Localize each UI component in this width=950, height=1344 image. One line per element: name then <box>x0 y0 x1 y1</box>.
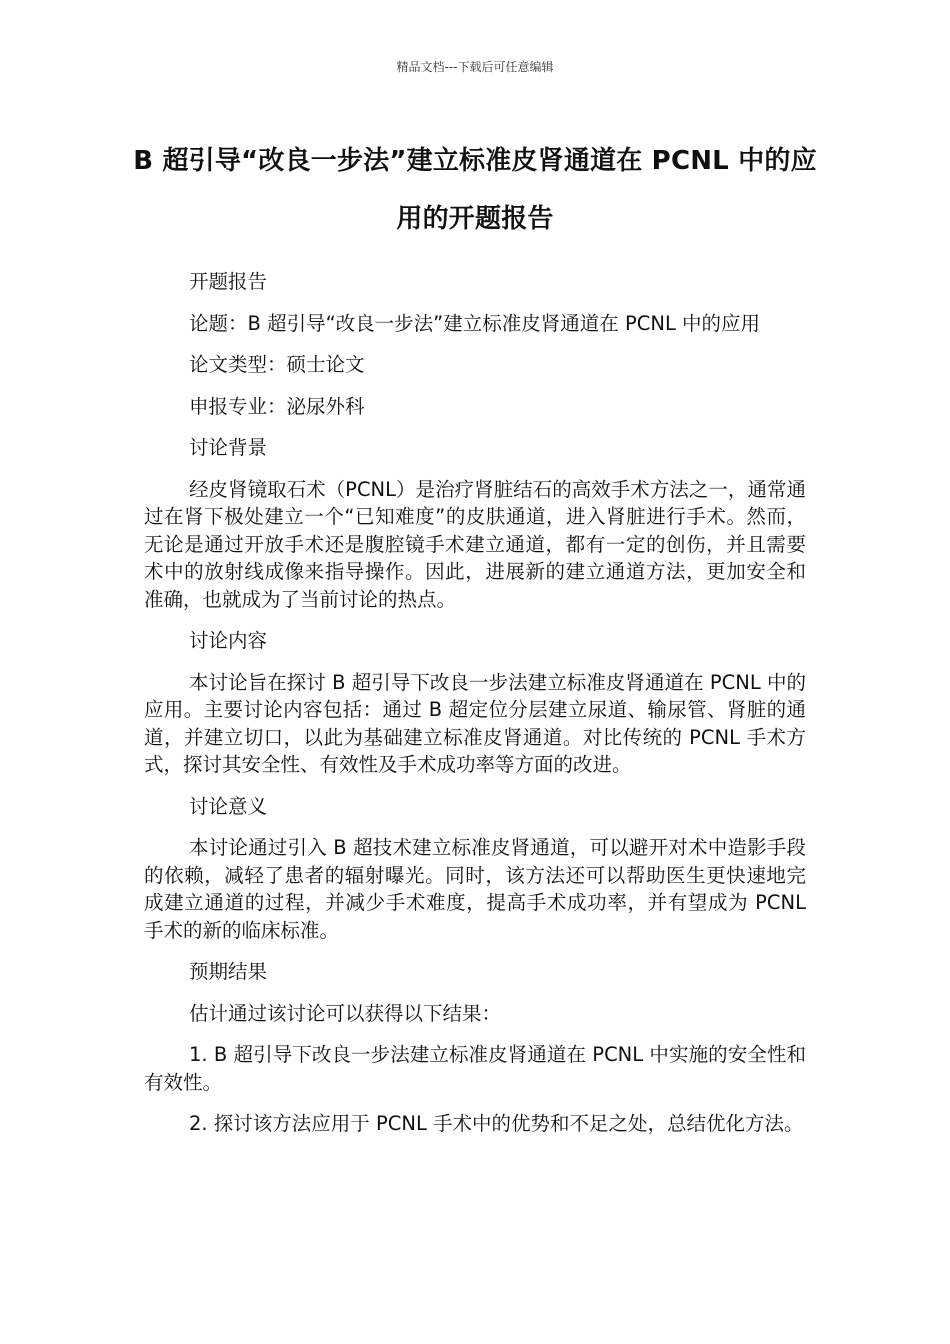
thesis-type-line: 论文类型：硕士论文 <box>189 353 365 376</box>
expected-result-item-2: 2. 探讨该方法应用于 PCNL 手术中的优势和不足之处，总结优化方法。 <box>189 1112 804 1135</box>
heading-expected-results: 预期结果 <box>189 960 268 983</box>
content-paragraph: 本讨论旨在探讨 B 超引导下改良一步法建立标准皮肾通道在 PCNL 中的应用。主要讨论内容包括：通过 B 超定位分层建立尿道、输尿管、肾脏的通道，并建立切口，以此为基础建立标准皮肾通道。对比传统的 PCNL 手术方式，探讨其安全性、有效性及手术成功率等方面的改进。 <box>144 670 806 776</box>
topic-line: 论题：B 超引导“改良一步法”建立标准皮肾通道在 PCNL 中的应用 <box>189 311 761 335</box>
background-paragraph: 经皮肾镜取石术（PCNL）是治疗肾脏结石的高效手术方法之一，通常通过在肾下极处建立一个“已知难度”的皮肤通道，进入肾脏进行手术。然而，无论是通过开放手术还是腹腔镜手术建立通道，都有一定的创伤，并且需要术中的放射线成像来指导操作。因此，进展新的建立通道方法，更加安全和准确，也就成为了当前讨论的热点。 <box>144 477 806 611</box>
heading-significance: 讨论意义 <box>189 794 268 818</box>
major-line: 申报专业：泌尿外科 <box>189 394 365 418</box>
expected-results-intro: 估计通过该讨论可以获得以下结果： <box>189 1001 502 1025</box>
expected-result-item-1: 1. B 超引导下改良一步法建立标准皮肾通道在 PCNL 中实施的安全性和有效性。 <box>144 1043 806 1094</box>
significance-paragraph: 本讨论通过引入 B 超技术建立标准皮肾通道，可以避开对术中造影手段的依赖，减轻了患者的辐射曝光。同时，该方法还可以帮助医生更快速地完成建立通道的过程，并减少手术难度，提高手术成功率，并有望成为 PCNL 手术的新的临床标准。 <box>144 836 806 942</box>
document-title: B 超引导“改良一步法”建立标准皮肾通道在 PCNL 中的应用的开题报告 <box>133 146 817 234</box>
heading-content: 讨论内容 <box>189 629 268 652</box>
heading-background: 讨论背景 <box>189 436 268 459</box>
heading-proposal: 开题报告 <box>189 270 268 293</box>
document-body <box>144 268 806 1152</box>
header-note: 精品文档---下载后可任意编辑 <box>396 60 554 74</box>
